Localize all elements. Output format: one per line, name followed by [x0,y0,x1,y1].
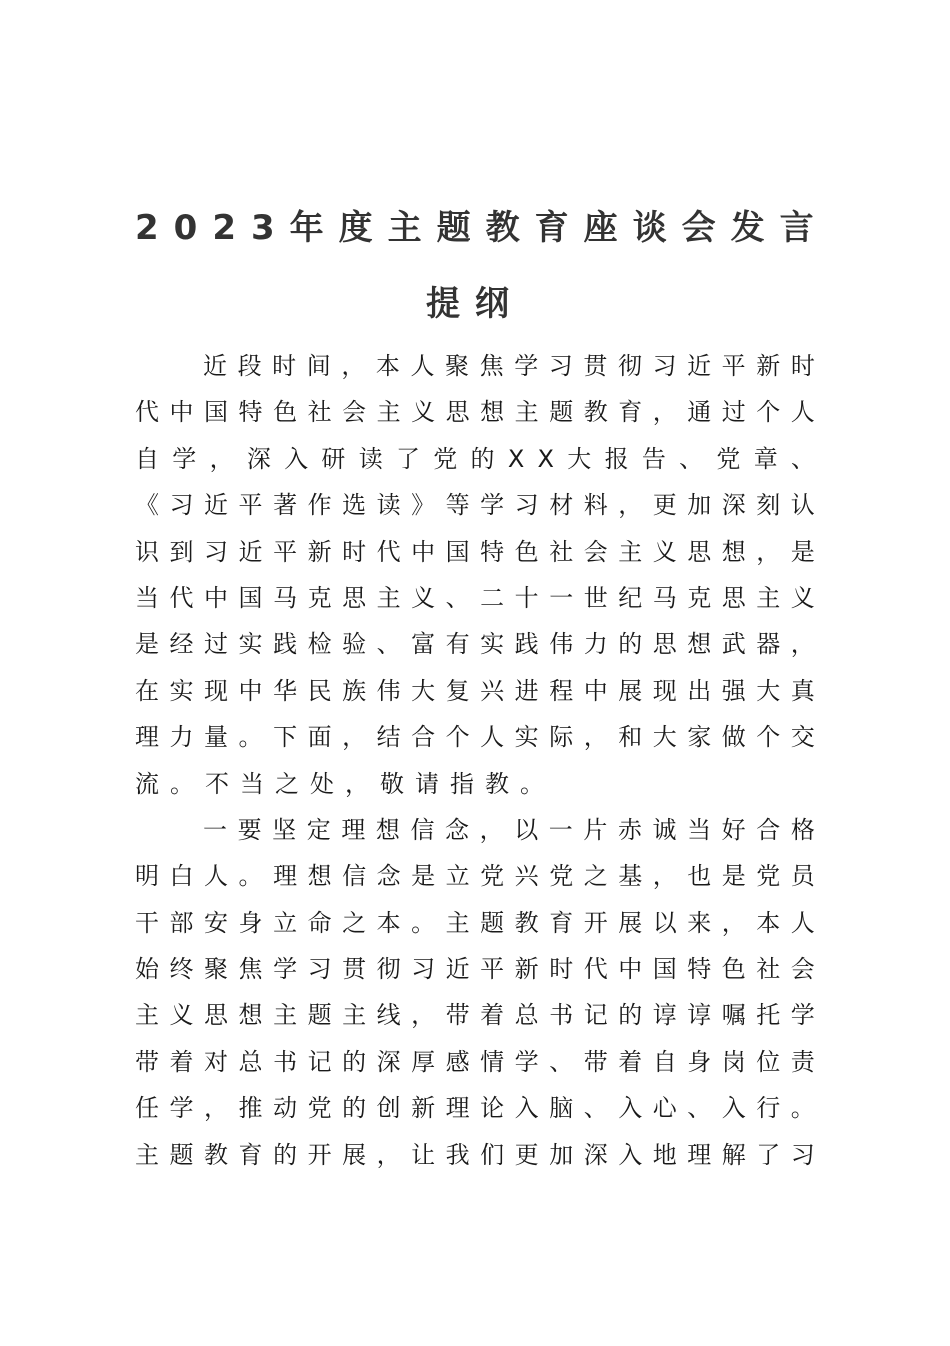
document-title [135,190,829,342]
paragraph-intro [135,343,815,807]
document-body [135,343,815,1178]
paragraph-line: 始 终 聚 焦 学 习 贯 彻 习 近 平 新 时 代 中 国 特 色 社 会 [135,955,815,984]
paragraph-line: 明 白 人 。 理 想 信 念 是 立 党 兴 党 之 基 ， 也 是 党 员 [135,862,815,891]
title-line-2: 提纲 [426,284,524,324]
paragraph-line: 理 力 量 。 下 面 ， 结 合 个 人 实 际 ， 和 大 家 做 个 交 [135,723,815,752]
title-line-1: 2023年度主题教育座谈会发言 [135,208,829,248]
paragraph-point-one [135,807,815,1178]
paragraph-line: 是 经 过 实 践 检 验 、 富 有 实 践 伟 力 的 思 想 武 器 ， [135,630,815,659]
paragraph-line: 《 习 近 平 著 作 选 读 》 等 学 习 材 料 ， 更 加 深 刻 认 [135,491,815,520]
paragraph-line: 识 到 习 近 平 新 时 代 中 国 特 色 社 会 主 义 思 想 ， 是 [135,537,815,566]
paragraph-line: 当 代 中 国 马 克 思 主 义 、 二 十 一 世 纪 马 克 思 主 义 [135,583,815,612]
paragraph-line: 带 着 对 总 书 记 的 深 厚 感 情 学 、 带 着 自 身 岗 位 责 [135,1047,815,1076]
paragraph-line: 一 要 坚 定 理 想 信 念 ， 以 一 片 赤 诚 当 好 合 格 [203,815,815,844]
paragraph-line: 在 实 现 中 华 民 族 伟 大 复 兴 进 程 中 展 现 出 强 大 真 [135,676,815,705]
paragraph-line: 任 学 ， 推 动 党 的 创 新 理 论 入 脑 、 入 心 、 入 行 。 [135,1094,815,1123]
paragraph-line: 代 中 国 特 色 社 会 主 义 思 想 主 题 教 育 ， 通 过 个 人 [135,398,815,427]
paragraph-line: 自 学 ， 深 入 研 读 了 党 的 X X 大 报 告 、 党 章 、 [135,444,815,473]
paragraph-line: 主 题 教 育 的 开 展 ， 让 我 们 更 加 深 入 地 理 解 了 习 [135,1140,815,1169]
paragraph-line: 近 段 时 间 ， 本 人 聚 焦 学 习 贯 彻 习 近 平 新 时 [203,352,815,380]
paragraph-line: 干 部 安 身 立 命 之 本 。 主 题 教 育 开 展 以 来 ， 本 人 [135,908,815,937]
paragraph-line: 主 义 思 想 主 题 主 线 ， 带 着 总 书 记 的 谆 谆 嘱 托 学 [135,1001,815,1030]
paragraph-line: 流。不当之处，敬请指教。 [135,769,555,798]
